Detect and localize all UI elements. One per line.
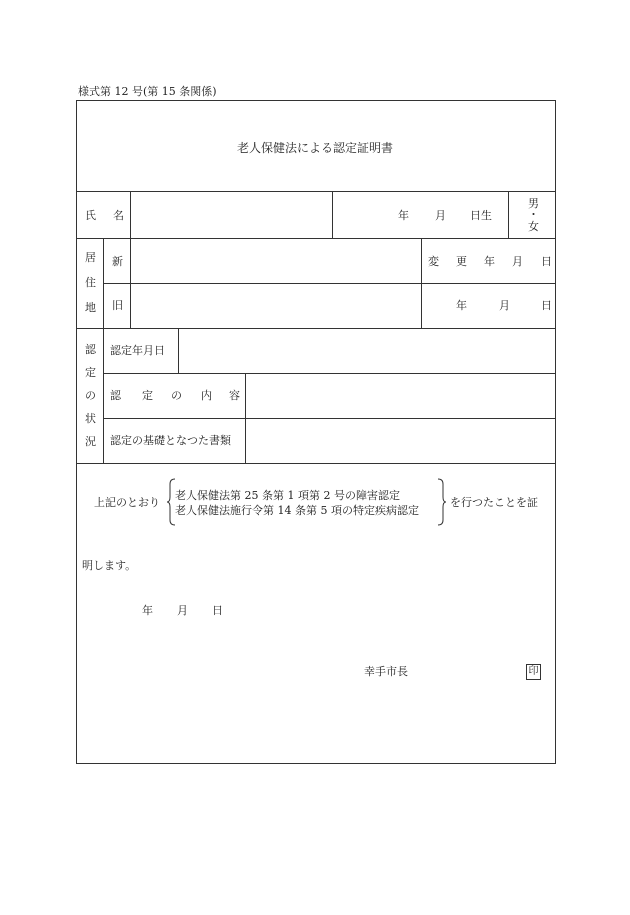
cert-content-label-1: 認 xyxy=(110,389,121,402)
cert-label-5: 況 xyxy=(85,435,96,448)
cert-basis-label: 認定の基礎となつた書類 xyxy=(110,434,231,447)
form-title: 老人保健法による認定証明書 xyxy=(237,141,394,155)
old-address-label: 旧 xyxy=(112,299,123,312)
old-address-field[interactable] xyxy=(131,284,420,328)
new-address-label: 新 xyxy=(112,255,123,268)
cert-content-field[interactable] xyxy=(246,374,555,418)
old-year-label: 年 xyxy=(456,299,467,312)
statement-option-2: 老人保健法施行令第 14 条第 5 項の特定疾病認定 xyxy=(175,504,419,517)
change-day-label: 日 xyxy=(541,255,552,268)
old-date-field[interactable] xyxy=(422,284,555,328)
birth-year-label: 年 xyxy=(398,209,409,222)
gender-dot: ・ xyxy=(528,208,539,221)
name-field[interactable] xyxy=(131,192,331,238)
rule-cert-label xyxy=(103,328,104,463)
birth-month-label: 月 xyxy=(435,209,446,222)
issue-year-label: 年 xyxy=(142,604,153,617)
seal-mark: 印 xyxy=(526,664,541,680)
rule-below-certification xyxy=(76,463,556,464)
statement-prefix: 上記のとおり xyxy=(94,496,160,509)
name-label-a: 氏 xyxy=(85,209,96,222)
change-label-1: 変 xyxy=(428,255,439,268)
cert-content-label-2: 定 xyxy=(142,389,153,402)
cert-label-4: 状 xyxy=(85,412,96,425)
cert-date-label: 認定年月日 xyxy=(110,344,165,357)
change-month-label: 月 xyxy=(512,255,523,268)
old-day-label: 日 xyxy=(541,299,552,312)
statement-continuation: 明します。 xyxy=(82,559,137,572)
old-month-label: 月 xyxy=(499,299,510,312)
change-label-2: 更 xyxy=(456,255,467,268)
right-brace xyxy=(437,478,447,526)
cert-date-field[interactable] xyxy=(179,329,555,373)
cert-label-3: の xyxy=(85,389,96,402)
issue-day-label: 日 xyxy=(212,604,223,617)
issue-month-label: 月 xyxy=(177,604,188,617)
rule-residence-label xyxy=(103,238,104,328)
statement-suffix: を行つたことを証 xyxy=(450,496,538,509)
birth-day-label: 日生 xyxy=(470,209,492,222)
left-brace xyxy=(166,478,176,526)
cert-basis-field[interactable] xyxy=(246,419,555,463)
new-address-field[interactable] xyxy=(131,239,420,283)
cert-content-label-4: 内 xyxy=(201,389,212,402)
residence-label-1: 居 xyxy=(85,251,96,264)
form-number: 様式第 12 号(第 15 条関係) xyxy=(78,85,217,98)
cert-label-2: 定 xyxy=(85,366,96,379)
residence-label-3: 地 xyxy=(85,301,96,314)
name-label-b: 名 xyxy=(113,209,124,222)
residence-label-2: 住 xyxy=(85,276,96,289)
cert-label-1: 認 xyxy=(85,343,96,356)
cert-content-label-3: の xyxy=(171,389,182,402)
gender-male: 男 xyxy=(528,197,539,210)
change-year-label: 年 xyxy=(484,255,495,268)
issuer-title: 幸手市長 xyxy=(364,665,408,678)
statement-option-1: 老人保健法第 25 条第 1 項第 2 号の障害認定 xyxy=(175,489,400,502)
gender-female: 女 xyxy=(528,220,539,233)
cert-content-label-5: 容 xyxy=(229,389,240,402)
